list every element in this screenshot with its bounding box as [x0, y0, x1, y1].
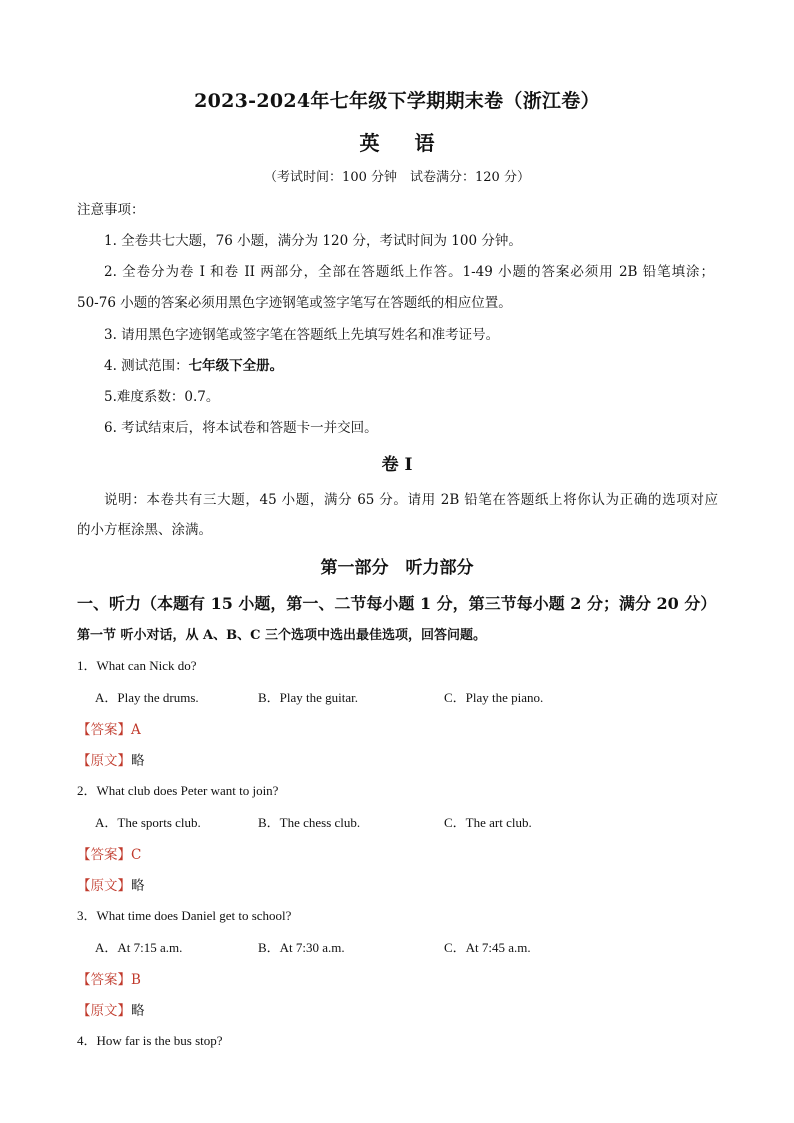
part-title: 第一部分 听力部分: [320, 558, 474, 578]
note-item: 5.难度系数：0.7。: [104, 389, 220, 405]
note-item: 6. 考试结束后，将本试卷和答题卡一并交回。: [104, 420, 378, 436]
original-line: [77, 999, 145, 1019]
note-item: 3. 请用黑色字迹钢笔或签字笔在答题纸上先填写姓名和准考证号。: [104, 327, 500, 343]
original-value: 略: [131, 753, 145, 769]
answer-value: A: [131, 722, 141, 738]
option-a: A．At 7:15 a.m.: [95, 940, 183, 955]
answer-label: 【答案】: [77, 722, 131, 738]
answer-label: 【答案】: [77, 847, 131, 863]
volume-desc: 说明：本卷共有三大题，45 小题，满分 65 分。请用 2B 铅笔在答题纸上将你认为正确的选项对应: [104, 492, 718, 508]
volume-title: 卷 I: [381, 455, 413, 475]
original-line: [77, 749, 145, 769]
question-text: 3．What time does Daniel get to school?: [77, 908, 292, 923]
original-label: 【原文】: [77, 753, 131, 769]
answer-value: B: [131, 972, 141, 988]
option-b: B．The chess club.: [258, 815, 361, 830]
volume-desc-cont: 的小方框涂黑、涂满。: [77, 522, 212, 538]
answer-line: [77, 968, 141, 988]
note-item: 50-76 小题的答案必须用黑色字迹钢笔或签字笔写在答题纸的相应位置。: [77, 295, 512, 311]
exam-title: 2023-2024年七年级下学期期末卷（浙江卷）: [194, 90, 600, 112]
option-a: A．Play the drums.: [95, 690, 199, 705]
option-b: B．At 7:30 a.m.: [258, 940, 345, 955]
note-item: 2. 全卷分为卷 I 和卷 II 两部分，全部在答题纸上作答。1-49 小题的答案必须用 2B 铅笔填涂；: [104, 264, 714, 280]
original-label: 【原文】: [77, 1003, 131, 1019]
note-bold-text: 七年级下全册。: [188, 358, 284, 374]
section-title: 一、听力（本题有 15 小题，第一、二节每小题 1 分，第三节每小题 2 分；满分 20 分）: [77, 594, 717, 613]
subject-title: 英 语: [359, 131, 449, 155]
subsection-title: 第一节 听小对话，从 A、B、C 三个选项中选出最佳选项，回答问题。: [77, 628, 486, 643]
answer-label: 【答案】: [77, 972, 131, 988]
question-text: 2．What club does Peter want to join?: [77, 783, 279, 798]
time-info: （考试时间：100 分钟 试卷满分：120 分）: [264, 170, 530, 185]
original-value: 略: [131, 878, 145, 894]
answer-line: [77, 843, 141, 863]
option-b: B．Play the guitar.: [258, 690, 359, 705]
option-c: C．At 7:45 a.m.: [444, 940, 531, 955]
note-item: 1. 全卷共七大题，76 小题，满分为 120 分，考试时间为 100 分钟。: [104, 233, 522, 249]
original-line: [77, 874, 145, 894]
question-text: 1．What can Nick do?: [77, 658, 197, 673]
note-item: [104, 354, 283, 374]
answer-line: [77, 718, 141, 738]
notes-label: 注意事项：: [77, 202, 145, 218]
option-a: A．The sports club.: [95, 815, 201, 830]
answer-value: C: [131, 847, 142, 863]
original-label: 【原文】: [77, 878, 131, 894]
option-c: C．Play the piano.: [444, 690, 544, 705]
original-value: 略: [131, 1003, 145, 1019]
option-c: C．The art club.: [444, 815, 532, 830]
note-label-text: 4. 测试范围：: [104, 358, 189, 374]
question-text: 4．How far is the bus stop?: [77, 1033, 223, 1048]
